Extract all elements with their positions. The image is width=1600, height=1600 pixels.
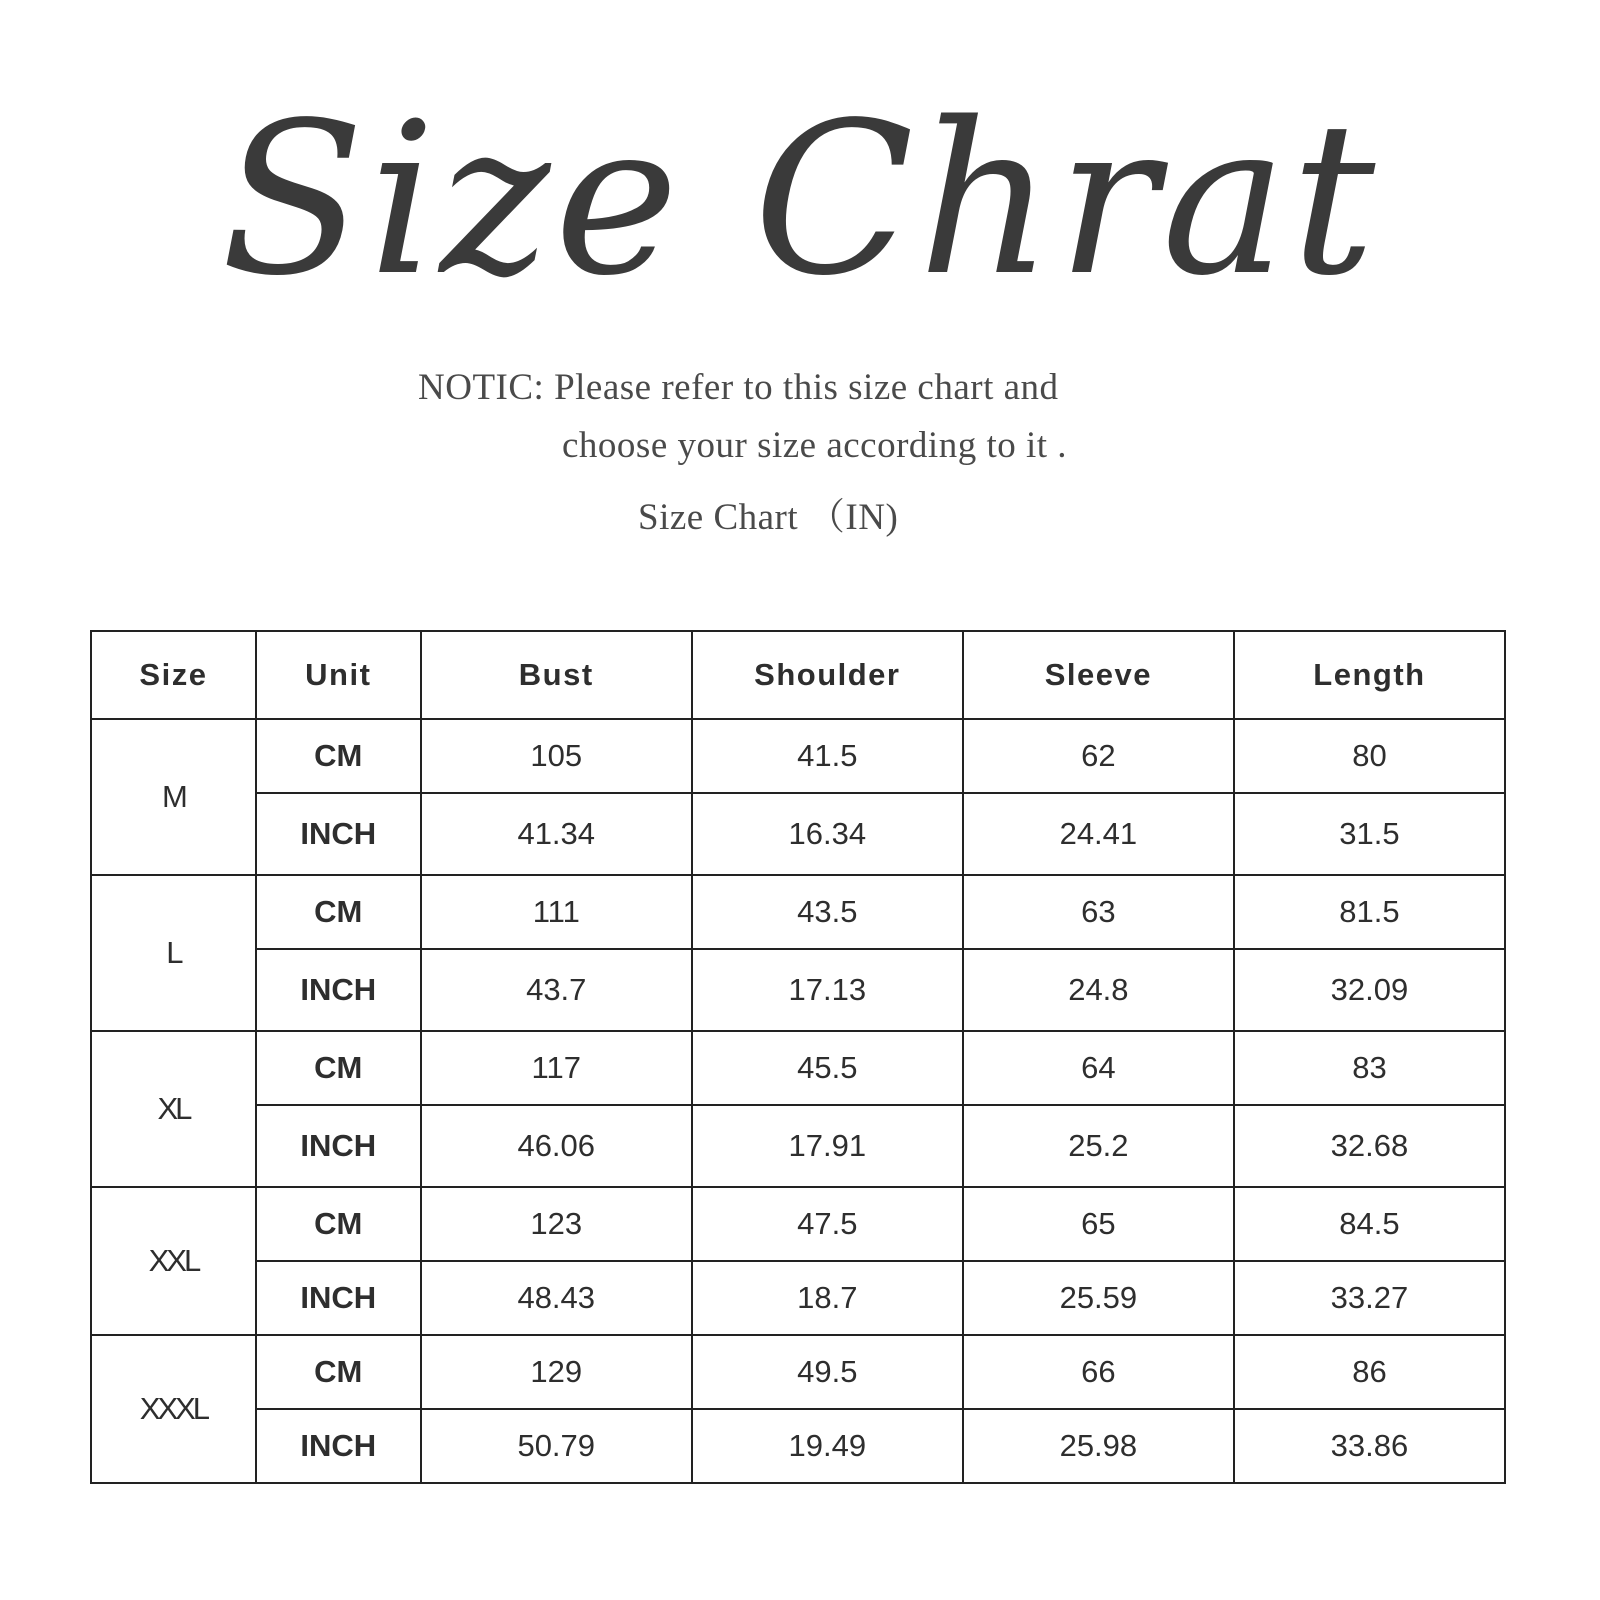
- sleeve-value: 25.98: [963, 1409, 1234, 1483]
- unit-label: CM: [256, 875, 421, 949]
- bust-value: 111: [421, 875, 692, 949]
- size-label: XXXL: [91, 1335, 256, 1483]
- bust-value: 123: [421, 1187, 692, 1261]
- size-label: XXL: [91, 1187, 256, 1335]
- shoulder-value: 43.5: [692, 875, 963, 949]
- size-label: M: [91, 719, 256, 875]
- header-size: Size: [91, 631, 256, 719]
- header-length: Length: [1234, 631, 1505, 719]
- size-label: XL: [91, 1031, 256, 1187]
- shoulder-value: 45.5: [692, 1031, 963, 1105]
- table-row: [91, 1031, 1505, 1105]
- length-value: 32.68: [1234, 1105, 1505, 1187]
- unit-label: CM: [256, 1335, 421, 1409]
- table-row: [91, 875, 1505, 949]
- table-header-row: [91, 631, 1505, 719]
- header-sleeve: Sleeve: [963, 631, 1234, 719]
- bust-value: 43.7: [421, 949, 692, 1031]
- table-row: [91, 719, 1505, 793]
- unit-label: INCH: [256, 1105, 421, 1187]
- length-value: 33.86: [1234, 1409, 1505, 1483]
- length-value: 84.5: [1234, 1187, 1505, 1261]
- shoulder-value: 17.91: [692, 1105, 963, 1187]
- unit-label: CM: [256, 719, 421, 793]
- length-value: 31.5: [1234, 793, 1505, 875]
- shoulder-value: 49.5: [692, 1335, 963, 1409]
- sleeve-value: 24.41: [963, 793, 1234, 875]
- table-row: [91, 793, 1505, 875]
- bust-value: 50.79: [421, 1409, 692, 1483]
- sleeve-value: 62: [963, 719, 1234, 793]
- table-row: [91, 949, 1505, 1031]
- bust-value: 48.43: [421, 1261, 692, 1335]
- bust-value: 129: [421, 1335, 692, 1409]
- bust-value: 41.34: [421, 793, 692, 875]
- length-value: 33.27: [1234, 1261, 1505, 1335]
- length-value: 81.5: [1234, 875, 1505, 949]
- length-value: 80: [1234, 719, 1505, 793]
- table-row: [91, 1187, 1505, 1261]
- sleeve-value: 24.8: [963, 949, 1234, 1031]
- sleeve-value: 63: [963, 875, 1234, 949]
- bust-value: 117: [421, 1031, 692, 1105]
- table-row: [91, 1335, 1505, 1409]
- sleeve-value: 64: [963, 1031, 1234, 1105]
- shoulder-value: 18.7: [692, 1261, 963, 1335]
- shoulder-value: 19.49: [692, 1409, 963, 1483]
- size-table: [90, 630, 1506, 1484]
- header-unit: Unit: [256, 631, 421, 719]
- table-row: [91, 1261, 1505, 1335]
- length-value: 32.09: [1234, 949, 1505, 1031]
- unit-label: INCH: [256, 793, 421, 875]
- page-title: Size Chrat: [220, 77, 1380, 322]
- unit-label: INCH: [256, 949, 421, 1031]
- bust-value: 105: [421, 719, 692, 793]
- length-value: 83: [1234, 1031, 1505, 1105]
- notice-line-3: Size Chart （IN): [638, 497, 899, 538]
- length-value: 86: [1234, 1335, 1505, 1409]
- table-row: [91, 1409, 1505, 1483]
- shoulder-value: 41.5: [692, 719, 963, 793]
- notice-line-2: choose your size according to it .: [562, 425, 1068, 466]
- header-shoulder: Shoulder: [692, 631, 963, 719]
- notice-line-1: NOTIC: Please refer to this size chart and: [418, 367, 1059, 408]
- shoulder-value: 17.13: [692, 949, 963, 1031]
- unit-label: INCH: [256, 1261, 421, 1335]
- size-label: L: [91, 875, 256, 1031]
- sleeve-value: 25.59: [963, 1261, 1234, 1335]
- header-bust: Bust: [421, 631, 692, 719]
- bust-value: 46.06: [421, 1105, 692, 1187]
- sleeve-value: 66: [963, 1335, 1234, 1409]
- shoulder-value: 16.34: [692, 793, 963, 875]
- sleeve-value: 25.2: [963, 1105, 1234, 1187]
- unit-label: CM: [256, 1031, 421, 1105]
- table-row: [91, 1105, 1505, 1187]
- unit-label: INCH: [256, 1409, 421, 1483]
- unit-label: CM: [256, 1187, 421, 1261]
- sleeve-value: 65: [963, 1187, 1234, 1261]
- shoulder-value: 47.5: [692, 1187, 963, 1261]
